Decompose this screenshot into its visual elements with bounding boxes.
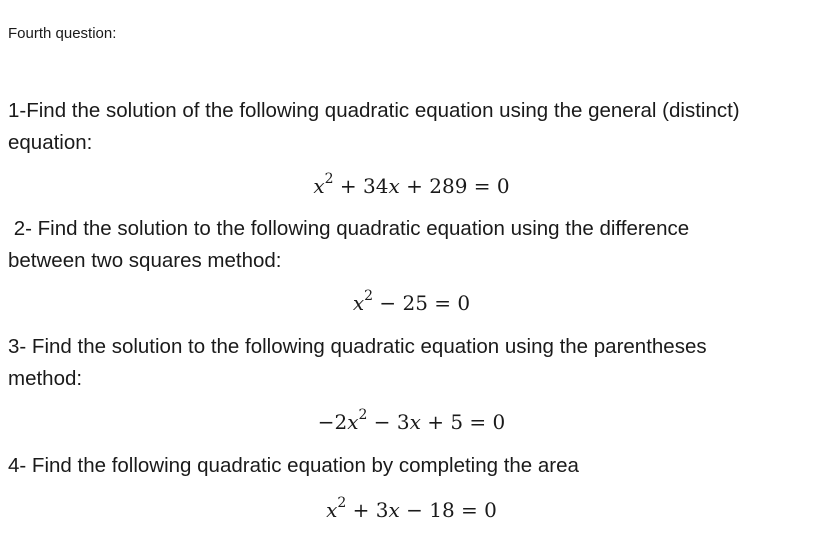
question-1-equation: $x^2 + 34x + 289 = 0$ [313,171,510,198]
question-3-text [8,331,808,395]
question-1-line-2: equation: [8,131,93,154]
question-4-text [8,450,808,482]
question-4-line-1: 4- Find the following quadratic equation by completing the area [8,454,579,477]
question-2-line-1: 2- Find the solution to the following quadratic equation using the difference [8,217,690,240]
page-heading: Fourth question: [8,25,117,42]
question-2-text [8,213,808,277]
question-3-line-2: method: [8,367,83,390]
question-1-line-1: 1-Find the solution of the following quadratic equation using the general (distinct) [8,99,740,122]
question-4-equation: $x^2 + 3x - 18 = 0$ [326,495,497,522]
question-2-equation: $x^2 - 25 = 0$ [352,288,471,315]
question-1-text [8,95,808,159]
question-2-line-2: between two squares method: [8,249,282,272]
question-3-line-1: 3- Find the solution to the following quadratic equation using the parentheses [8,335,707,358]
question-3-equation: $-2x^2 - 3x + 5 = 0$ [317,407,506,434]
